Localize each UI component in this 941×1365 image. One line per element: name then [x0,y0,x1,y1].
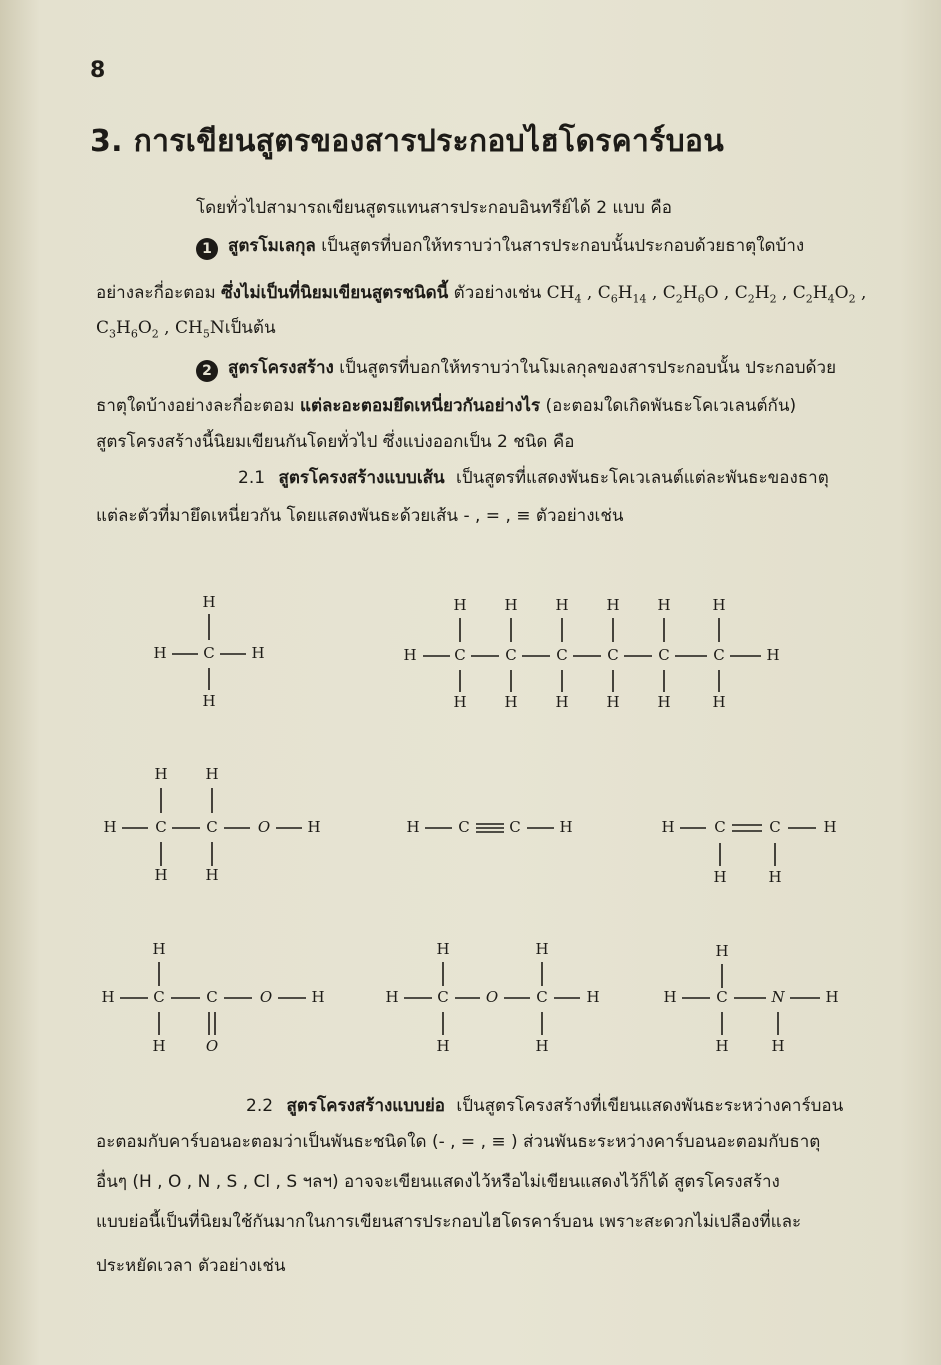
acid-h-left: H [101,988,115,1006]
ether-c: C [437,988,449,1006]
s22-line-3: อื่นๆ (H , O , N , S , Cl , S ฯลฯ) อาจจะเขียนแสดงไว้หรือไม่เขียนแสดงไว้ก็ได้ สูตรโครงสร้าง [96,1172,780,1192]
ether-c: C [536,988,548,1006]
s22-line-2: อะตอมกับคาร์บอนอะตอมว่าเป็นพันธะชนิดใด (- , = , ≡ ) ส่วนพันธะระหว่างคาร์บอนอะตอมกับธาตุ [96,1132,821,1152]
amine-h-bottom: H [771,1037,785,1055]
ethene-h-bottom: H [768,868,782,886]
s22-line-4: แบบย่อนี้เป็นที่นิยมใช้กันมากในการเขียนสารประกอบไฮโดรคาร์บอน เพราะสะดวกไม่เปลืองที่และ [96,1212,802,1232]
molecular-l2-text: อย่างละกี่อะตอม [96,283,216,303]
ether-h-right: H [586,988,600,1006]
hexane-c: C [713,646,725,664]
hexane-h-bottom: H [504,693,518,711]
acid-o-bottom: O [205,1037,219,1055]
methane-c: C [203,644,215,662]
bullet-1-icon: 1 [196,238,218,260]
structural-l2-paren: (อะตอมใดเกิดพันธะโคเวเลนต์กัน) [545,396,797,416]
methane-h-bottom: H [202,692,216,710]
hexane-h-bottom: H [712,693,726,711]
ethyne-h-right: H [559,818,573,836]
ether-h-top: H [535,940,549,958]
ethene-c1: C [714,818,726,836]
ether-h-top: H [436,940,450,958]
amine-c: C [716,988,728,1006]
s22-term: สูตรโครงสร้างแบบย่อ [286,1096,445,1116]
ethanol-h-bottom: H [205,866,219,884]
molecular-term: สูตรโมเลกุล [228,236,316,256]
ethanol-c: C [206,818,218,836]
ethanol-o: O [257,818,271,836]
section-heading: 3. การเขียนสูตรของสารประกอบไฮโดรคาร์บอน [90,124,725,159]
ethanol-h-bottom: H [154,866,168,884]
hexane-h-bottom: H [555,693,569,711]
ethene-h-right: H [823,818,837,836]
s21-num: 2.1 [238,468,266,488]
ethene-h-left: H [661,818,675,836]
s21-line-2: แต่ละตัวที่มายึดเหนี่ยวกัน โดยแสดงพันธะด้วยเส้น - , = , ≡ ตัวอย่างเช่น [96,506,624,526]
hexane-h-top: H [606,596,620,614]
page-number: 8 [90,58,106,83]
bullet-2-icon: 2 [196,360,218,382]
molecular-l2-example: ตัวอย่างเช่น [453,283,542,303]
s22-num: 2.2 [246,1096,274,1116]
ethanol-c: C [155,818,167,836]
ethanol-h-left: H [103,818,117,836]
ethene-h-bottom: H [713,868,727,886]
hexane-h-bottom: H [453,693,467,711]
acid-h-top: H [152,940,166,958]
ethyne-c1: C [458,818,470,836]
ethanol-h-right: H [307,818,321,836]
hexane-c: C [607,646,619,664]
ethanol-h-top: H [154,765,168,783]
ether-h-bottom: H [535,1037,549,1055]
s22-desc: เป็นสูตรโครงสร้างที่เขียนแสดงพันธะระหว่างคาร์บอน [456,1096,844,1116]
structural-l2-bold: แต่ละอะตอมยึดเหนี่ยวกันอย่างไร [300,396,541,416]
amine-h-left: H [663,988,677,1006]
hexane-h-top: H [657,596,671,614]
intro-line: โดยทั่วไปสามารถเขียนสูตรแทนสารประกอบอินทรีย์ได้ 2 แบบ คือ [196,198,672,218]
ether-h-bottom: H [436,1037,450,1055]
hexane-h-top: H [504,596,518,614]
ethanol-h-top: H [205,765,219,783]
structural-l2-text: ธาตุใดบ้างอย่างละกี่อะตอม [96,396,295,416]
acid-c2: C [206,988,218,1006]
hexane-h-bottom: H [657,693,671,711]
hexane-h-top: H [453,596,467,614]
methane-h-right: H [251,644,265,662]
hexane-h-top: H [712,596,726,614]
hexane-c: C [505,646,517,664]
molecular-desc: เป็นสูตรที่บอกให้ทราบว่าในสารประกอบนั้นประกอบด้วยธาตุใดบ้าง [321,236,805,256]
s22-line-5: ประหยัดเวลา ตัวอย่างเช่น [96,1256,286,1276]
acid-o: O [259,988,273,1006]
hexane-c: C [454,646,466,664]
structural-desc: เป็นสูตรที่บอกให้ทราบว่าในโมเลกุลของสารประกอบนั้น ประกอบด้วย [339,358,837,378]
methane-h-top: H [202,593,216,611]
ether-o: O [485,988,499,1006]
amine-n: N [771,988,785,1006]
formula-list: $CH_4$ , $C_6H_{14}$ , $C_2H_6O$ , $C_2H_2$ , $C_2H_4O_2$ , [546,283,867,306]
amine-h-top: H [715,942,729,960]
acid-h-right: H [311,988,325,1006]
hexane-c: C [658,646,670,664]
amine-h-bottom: H [715,1037,729,1055]
amine-h-right: H [825,988,839,1006]
hexane-c: C [556,646,568,664]
ethene-c2: C [769,818,781,836]
structural-term: สูตรโครงสร้าง [228,358,334,378]
molecular-l2-bold: ซึ่งไม่เป็นที่นิยมเขียนสูตรชนิดนี้ [221,283,449,303]
structural-line-3: สูตรโครงสร้างนี้นิยมเขียนกันโดยทั่วไป ซึ่งแบ่งออกเป็น 2 ชนิด คือ [96,432,575,452]
acid-h-bottom: H [152,1037,166,1055]
s21-term: สูตรโครงสร้างแบบเส้น [278,468,445,488]
hexane-h-left: H [403,646,417,664]
ether-h-left: H [385,988,399,1006]
s21-desc: เป็นสูตรที่แสดงพันธะโคเวเลนต์แต่ละพันธะของธาตุ [456,468,829,488]
ethyne-c2: C [509,818,521,836]
ethyne-h-left: H [406,818,420,836]
formula-list-2: $C_3H_6O_2$ , $CH_5N$ [96,318,225,341]
methane-h-left: H [153,644,167,662]
molecular-l3-end: เป็นต้น [224,318,276,338]
acid-c1: C [153,988,165,1006]
s22-line-1 [246,1094,843,1118]
hexane-h-top: H [555,596,569,614]
hexane-h-right: H [766,646,780,664]
hexane-h-bottom: H [606,693,620,711]
